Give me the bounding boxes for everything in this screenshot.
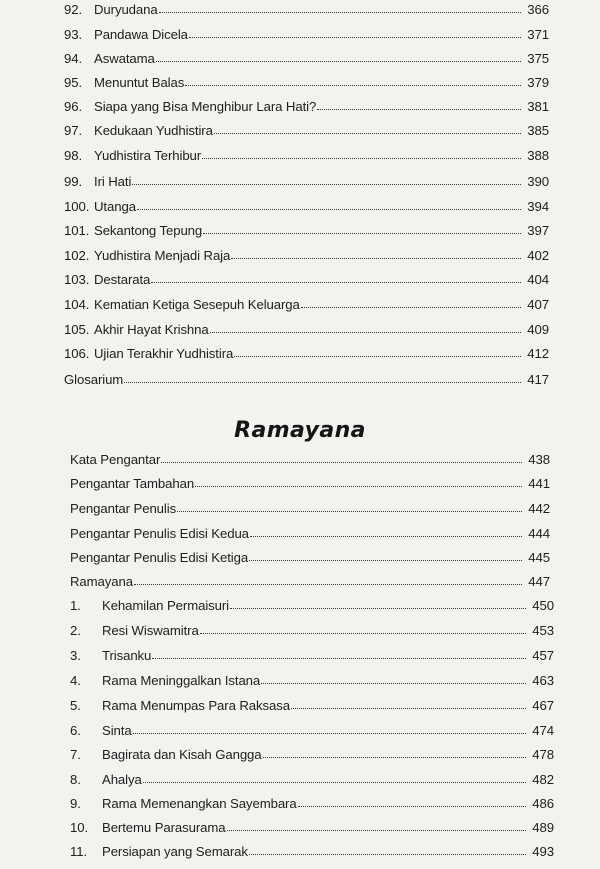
entry-number: 7. xyxy=(70,747,81,762)
entry-title: Siapa yang Bisa Menghibur Lara Hati? xyxy=(94,99,317,114)
dot-leader xyxy=(189,37,521,38)
entry-title: Duryudana xyxy=(94,2,158,17)
entry-number: 10. xyxy=(70,820,89,835)
entry-title: Kematian Ketiga Sesepuh Keluarga xyxy=(94,297,300,312)
entry-number: 96. xyxy=(64,99,83,114)
toc-entry xyxy=(70,574,550,589)
dot-leader xyxy=(143,782,526,783)
dot-leader xyxy=(152,658,526,659)
dot-leader xyxy=(124,382,521,383)
entry-title: Kehamilan Permaisuri xyxy=(102,598,229,613)
entry-page: 404 xyxy=(527,272,549,287)
entry-page: 445 xyxy=(528,550,550,565)
entry-title: Aswatama xyxy=(94,51,155,66)
dot-leader xyxy=(250,536,522,537)
entry-page: 486 xyxy=(532,796,554,811)
toc-entry xyxy=(64,248,549,263)
toc-entry xyxy=(70,501,550,516)
dot-leader xyxy=(249,560,522,561)
entry-page: 447 xyxy=(528,574,550,589)
toc-entry xyxy=(64,2,549,17)
dot-leader xyxy=(263,757,526,758)
entry-title: Bagirata dan Kisah Gangga xyxy=(102,747,262,762)
entry-title: Sekantong Tepung xyxy=(94,223,203,238)
toc-entry xyxy=(70,476,550,491)
dot-leader xyxy=(301,307,521,308)
entry-page: 402 xyxy=(527,248,549,263)
dot-leader xyxy=(317,109,521,110)
toc-entry xyxy=(64,75,549,90)
entry-title: Trisanku xyxy=(102,648,152,663)
toc-entry xyxy=(64,223,549,238)
toc-entry xyxy=(64,27,549,42)
entry-number: 2. xyxy=(70,623,81,638)
dot-leader xyxy=(230,608,526,609)
entry-title: Ahalya xyxy=(102,772,142,787)
toc-entry xyxy=(64,297,549,312)
entry-page: 444 xyxy=(528,526,550,541)
entry-number: 4. xyxy=(70,673,81,688)
toc-entry xyxy=(70,772,554,787)
entry-number: 6. xyxy=(70,723,81,738)
entry-number: 104. xyxy=(64,297,90,312)
dot-leader xyxy=(200,633,526,634)
dot-leader xyxy=(132,184,521,185)
entry-page: 394 xyxy=(527,199,549,214)
entry-title: Utanga xyxy=(94,199,136,214)
dot-leader xyxy=(214,133,521,134)
toc-entry xyxy=(70,747,554,762)
entry-title: Pengantar Tambahan xyxy=(70,476,195,491)
entry-title: Destarata xyxy=(94,272,151,287)
dot-leader xyxy=(134,584,522,585)
dot-leader xyxy=(177,511,522,512)
entry-title: Rama Menumpas Para Raksasa xyxy=(102,698,290,713)
entry-page: 397 xyxy=(527,223,549,238)
entry-number: 11. xyxy=(70,844,88,859)
toc-entry xyxy=(70,844,554,859)
entry-title: Menuntut Balas xyxy=(94,75,185,90)
toc-entry xyxy=(70,698,554,713)
entry-page: 441 xyxy=(528,476,550,491)
entry-page: 390 xyxy=(527,174,549,189)
entry-title: Sinta xyxy=(102,723,132,738)
dot-leader xyxy=(210,332,521,333)
entry-title: Pengantar Penulis Edisi Ketiga xyxy=(70,550,249,565)
entry-page: 463 xyxy=(532,673,554,688)
toc-entry xyxy=(70,673,554,688)
toc-entry xyxy=(64,123,549,138)
entry-title: Bertemu Parasurama xyxy=(102,820,226,835)
entry-page: 457 xyxy=(532,648,554,663)
entry-page: 478 xyxy=(532,747,554,762)
entry-title: Pengantar Penulis Edisi Kedua xyxy=(70,526,249,541)
dot-leader xyxy=(133,733,526,734)
entry-number: 93. xyxy=(64,27,83,42)
entry-number: 105. xyxy=(64,322,90,337)
toc-entry xyxy=(70,598,554,613)
dot-leader xyxy=(156,61,521,62)
entry-number: 102. xyxy=(64,248,90,263)
entry-number: 100. xyxy=(64,199,90,214)
toc-entry xyxy=(64,99,549,114)
entry-page: 493 xyxy=(532,844,554,859)
entry-number: 92. xyxy=(64,2,83,17)
dot-leader xyxy=(234,356,521,357)
entry-page: 375 xyxy=(527,51,549,66)
entry-number: 97. xyxy=(64,123,83,138)
toc-entry xyxy=(64,51,549,66)
entry-page: 412 xyxy=(527,346,549,361)
entry-title: Pandawa Dicela xyxy=(94,27,188,42)
dot-leader xyxy=(159,12,521,13)
dot-leader xyxy=(195,486,522,487)
toc-entry xyxy=(70,723,554,738)
entry-number: 8. xyxy=(70,772,81,787)
dot-leader xyxy=(161,462,522,463)
entry-title: Rama Meninggalkan Istana xyxy=(102,673,261,688)
toc-entry xyxy=(64,148,549,163)
entry-page: 474 xyxy=(532,723,554,738)
entry-title: Pengantar Penulis xyxy=(70,501,177,516)
toc-entry xyxy=(64,322,549,337)
entry-page: 366 xyxy=(527,2,549,17)
entry-page: 407 xyxy=(527,297,549,312)
entry-number: 103. xyxy=(64,272,90,287)
dot-leader xyxy=(185,85,521,86)
entry-number: 98. xyxy=(64,148,83,163)
dot-leader xyxy=(203,233,521,234)
dot-leader xyxy=(227,830,526,831)
entry-title: Kata Pengantar xyxy=(70,452,161,467)
entry-page: 417 xyxy=(527,372,549,387)
entry-title: Persiapan yang Semarak xyxy=(102,844,248,859)
entry-title: Ujian Terakhir Yudhistira xyxy=(94,346,234,361)
entry-title: Glosarium xyxy=(64,372,124,387)
toc-entry xyxy=(70,820,554,835)
dot-leader xyxy=(261,683,526,684)
dot-leader xyxy=(151,282,521,283)
entry-number: 106. xyxy=(64,346,90,361)
toc-entry xyxy=(70,623,554,638)
toc-entry xyxy=(64,272,549,287)
entry-title: Kedukaan Yudhistira xyxy=(94,123,213,138)
entry-number: 101. xyxy=(64,223,90,238)
toc-entry xyxy=(64,346,549,361)
entry-page: 388 xyxy=(527,148,549,163)
toc-entry xyxy=(70,452,550,467)
entry-number: 3. xyxy=(70,648,81,663)
toc-entry xyxy=(70,648,554,663)
toc-entry xyxy=(64,199,549,214)
toc-entry xyxy=(64,174,549,189)
toc-entry xyxy=(70,550,550,565)
entry-page: 379 xyxy=(527,75,549,90)
toc-entry xyxy=(70,796,554,811)
entry-page: 371 xyxy=(527,27,549,42)
dot-leader xyxy=(298,806,526,807)
entry-page: 442 xyxy=(528,501,550,516)
dot-leader xyxy=(291,708,526,709)
entry-number: 99. xyxy=(64,174,83,189)
entry-title: Ramayana xyxy=(70,574,133,589)
entry-title: Iri Hati xyxy=(94,174,132,189)
entry-number: 5. xyxy=(70,698,81,713)
entry-number: 1. xyxy=(70,598,81,613)
toc-entry-glossary xyxy=(64,372,549,387)
entry-page: 482 xyxy=(532,772,554,787)
entry-number: 95. xyxy=(64,75,83,90)
entry-page: 489 xyxy=(532,820,554,835)
entry-number: 94. xyxy=(64,51,83,66)
entry-title: Yudhistira Menjadi Raja xyxy=(94,248,231,263)
entry-page: 409 xyxy=(527,322,549,337)
entry-number: 9. xyxy=(70,796,81,811)
dot-leader xyxy=(137,209,521,210)
entry-page: 381 xyxy=(527,99,549,114)
dot-leader xyxy=(202,158,521,159)
entry-page: 453 xyxy=(532,623,554,638)
entry-page: 385 xyxy=(527,123,549,138)
dot-leader xyxy=(249,854,526,855)
toc-entry xyxy=(70,526,550,541)
section-heading: Ramayana xyxy=(234,418,366,443)
entry-title: Rama Memenangkan Sayembara xyxy=(102,796,297,811)
entry-title: Yudhistira Terhibur xyxy=(94,148,202,163)
entry-title: Resi Wiswamitra xyxy=(102,623,199,638)
entry-page: 450 xyxy=(532,598,554,613)
entry-page: 467 xyxy=(532,698,554,713)
entry-page: 438 xyxy=(528,452,550,467)
dot-leader xyxy=(231,258,521,259)
entry-title: Akhir Hayat Krishna xyxy=(94,322,209,337)
